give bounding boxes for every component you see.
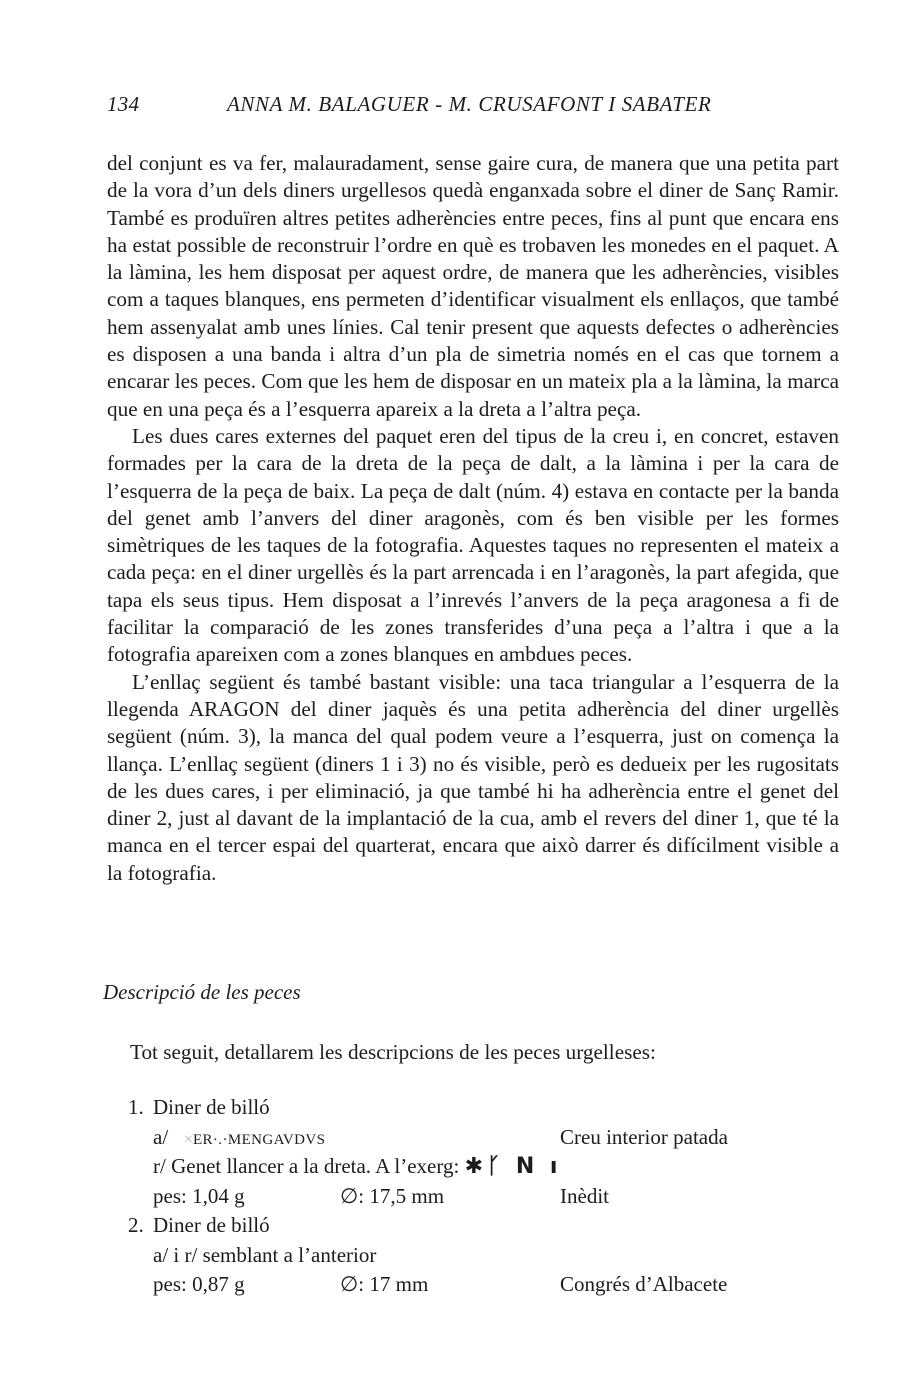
page-number: 134 — [107, 92, 140, 116]
catalogue-entry-title — [128, 1093, 768, 1123]
item-title: Diner de billó — [153, 1213, 270, 1237]
paragraph: del conjunt es va fer, malauradament, sense gaire cura, de manera que una petita part de la vora d’un dels diners urgellesos quedà enganxada sobre el diner de Sanç Ramir. També es produïren altres petites adherències entre peces, fins al punt que encara ens ha estat possible de reconstruir l’ordre en què es trobaven les monedes en el paquet. A la làmina, les hem disposat per aquest ordre, de manera que les adherències, visibles com a taques blanques, ens permeten d’identificar visualment els enllaços, que també hem assenyalat amb unes línies. Cal tenir present que aquests defectes o adherències es disposen a una banda i altra d’un pla de simetria només en el cas que tornem a encarar les peces. Com que les hem de disposar en un mateix pla a la làmina, la marca que en una peça és a l’esquerra apareix a la dreta a l’altra peça. — [107, 151, 839, 421]
diameter: ∅: 17 mm — [340, 1272, 429, 1296]
item-number: 2. — [128, 1213, 144, 1237]
reverse-line — [128, 1152, 768, 1182]
item-title: Diner de billó — [153, 1095, 270, 1119]
obverse-description — [153, 1123, 325, 1156]
diameter: ∅: 17,5 mm — [340, 1183, 445, 1208]
obverse-prefix: a/ — [153, 1124, 169, 1149]
intro-sentence: Tot seguit, detallarem les descripcions de les peces urgelleses: — [130, 1040, 656, 1064]
item-description: a/ i r/ semblant a l’anterior — [153, 1242, 377, 1267]
obverse-legend: ER·.·MENGAVDVS — [192, 1131, 326, 1148]
paragraph: L’enllaç següent és també bastant visible: una taca triangular a l’esquerra de la llegenda ARAGON del diner jaquès és una petita adherència del diner urgellès següent (núm. 3), la manca del qual podem veure a l’esquerra, just on comença la llança. L’enllaç següent (diners 1 i 3) no és visible, però es dedueix per les rugositats de les dues cares, i per eliminació, ja que també hi ha adherència entre el genet del diner 2, just al davant de la implantació de la cua, amb el revers del diner 1, que té la manca en el tercer espai del quarterat, encara que això darrer és difícilment visible a la fotografia. — [107, 669, 839, 885]
reverse-text: r/ Genet llancer a la dreta. A l’exerg: — [153, 1154, 460, 1178]
source: Inèdit — [560, 1183, 609, 1208]
running-authors: ANNA M. BALAGUER - M. CRUSAFONT I SABATER — [227, 92, 712, 116]
obverse-note: Creu interior patada — [560, 1124, 728, 1149]
weight: pes: 1,04 g — [153, 1183, 245, 1208]
measurements-line — [128, 1182, 768, 1212]
exergue-glyphs: ✱ᚴ N ı — [464, 1154, 562, 1179]
reverse-description — [153, 1152, 561, 1182]
item-number: 1. — [128, 1095, 144, 1119]
measurements-line — [128, 1270, 768, 1300]
body-text — [107, 150, 839, 887]
coin-catalogue — [128, 1093, 768, 1300]
section-title: Descripció de les peces — [103, 980, 301, 1004]
description-line — [128, 1241, 768, 1271]
paragraph: Les dues cares externes del paquet eren del tipus de la creu i, en concret, estaven formades per la cara de la dreta de la peça de dalt, a la làmina i per la cara de l’esquerra de la peça de baix. La peça de dalt (núm. 4) estava en contacte per la banda del genet amb l’anvers del diner aragonès, com és ben visible per les formes simètriques de les taques de la fotografia. Aquestes taques no representen el mateix a cada peça: en el diner urgellès és la part arrencada i en l’aragonès, la part afegida, que tapa els seus tipus. Hem disposat a l’inrevés l’anvers de la peça aragonesa a fi de facilitar la comparació de les zones transferides d’una peça a l’altra i que a la fotografia apareixen com a zones blanques en ambdues peces. — [107, 423, 839, 667]
obverse-line — [128, 1123, 768, 1153]
cross-mark-icon: × — [183, 1130, 193, 1148]
catalogue-entry-title — [128, 1211, 768, 1241]
source: Congrés d’Albacete — [560, 1272, 728, 1296]
weight: pes: 0,87 g — [153, 1272, 245, 1296]
